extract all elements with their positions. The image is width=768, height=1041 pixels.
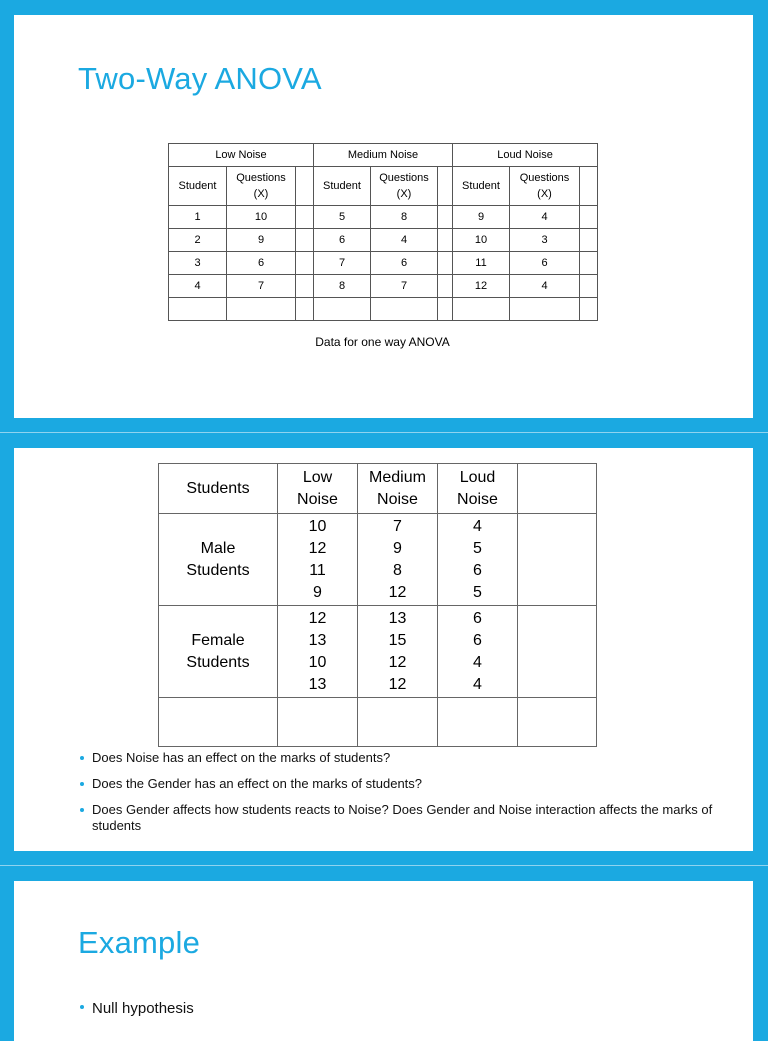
value: 6 (473, 561, 482, 579)
questions-header-line: (X) (537, 188, 552, 200)
example-bullets (78, 999, 728, 1019)
questions-header-line: Questions (519, 172, 570, 184)
empty-cell (169, 298, 227, 321)
bullet-item: Does Gender affects how students reacts to Noise? Does Gender and Noise interaction affects the marks of students (78, 802, 728, 834)
spacer-cell (580, 229, 598, 252)
student-cell: 6 (314, 229, 371, 252)
value: 12 (308, 609, 327, 627)
questions-cell: 6 (510, 252, 580, 275)
student-header: Student (169, 167, 227, 206)
value: 13 (308, 675, 327, 693)
loud-noise-values (438, 514, 518, 606)
value: 9 (313, 583, 322, 601)
questions-cell: 3 (510, 229, 580, 252)
student-cell: 5 (314, 206, 371, 229)
research-questions-list (78, 750, 728, 844)
empty-cell (314, 298, 371, 321)
empty-cell (438, 298, 453, 321)
group-label-line: Female (191, 631, 245, 649)
questions-cell: 7 (227, 275, 296, 298)
spacer-cell (580, 252, 598, 275)
low-noise-values (278, 514, 358, 606)
table-row (169, 206, 598, 229)
table-row (169, 252, 598, 275)
questions-cell: 6 (227, 252, 296, 275)
medium-noise-values (358, 606, 438, 698)
group-label-line: Male (200, 539, 236, 557)
spacer-cell (296, 206, 314, 229)
column-header-line: Noise (377, 490, 418, 508)
questions-header-line: (X) (253, 188, 269, 200)
student-cell: 10 (453, 229, 510, 252)
empty-cell (510, 298, 580, 321)
two-way-anova-table (158, 463, 597, 747)
questions-header-line: Questions (379, 172, 429, 184)
low-noise-values (278, 606, 358, 698)
empty-cell (518, 606, 597, 698)
questions-header-line: Questions (236, 172, 286, 184)
column-header (159, 464, 278, 514)
bullet-item: Does the Gender has an effect on the marks of students? (78, 776, 728, 792)
empty-cell (518, 514, 597, 606)
student-cell: 1 (169, 206, 227, 229)
group-label (159, 606, 278, 698)
medium-noise-values (358, 514, 438, 606)
column-header-line: Low (302, 468, 333, 486)
questions-cell: 8 (371, 206, 438, 229)
empty-cell (159, 698, 278, 747)
group-header: Loud Noise (453, 144, 598, 167)
slide-title: Example (78, 925, 201, 960)
one-way-anova-table (168, 143, 598, 321)
empty-cell (227, 298, 296, 321)
group-label-line: Students (186, 653, 250, 671)
spacer-cell (296, 229, 314, 252)
slide-example (14, 881, 753, 1041)
column-header-line: Medium (369, 468, 426, 486)
empty-cell (518, 698, 597, 747)
value: 12 (388, 675, 407, 693)
empty-cell (296, 298, 314, 321)
column-header-line: Noise (297, 490, 338, 508)
group-label-line: Students (186, 561, 250, 579)
value: 8 (393, 561, 402, 579)
slide-two-way-anova (14, 15, 753, 418)
table-row-empty (169, 298, 598, 321)
column-header (438, 464, 518, 514)
table-row-empty (159, 698, 597, 747)
student-cell: 3 (169, 252, 227, 275)
student-cell: 11 (453, 252, 510, 275)
value: 6 (473, 631, 482, 649)
value: 12 (388, 583, 407, 601)
header-row (159, 464, 597, 514)
value: 7 (393, 517, 402, 535)
value: 13 (308, 631, 327, 649)
value: 5 (473, 583, 482, 601)
value: 13 (388, 609, 407, 627)
questions-header (510, 167, 580, 206)
column-header-line: Students (186, 479, 250, 497)
student-cell: 4 (169, 275, 227, 298)
student-cell: 12 (453, 275, 510, 298)
spacer-cell (296, 275, 314, 298)
value: 12 (388, 653, 407, 671)
student-cell: 2 (169, 229, 227, 252)
slide-two-way-data (14, 448, 753, 851)
value: 10 (308, 517, 327, 535)
empty-cell (580, 298, 598, 321)
value: 6 (473, 609, 482, 627)
empty-cell (358, 698, 438, 747)
spacer-cell (438, 229, 453, 252)
questions-cell: 4 (510, 275, 580, 298)
questions-cell: 9 (227, 229, 296, 252)
table-row (169, 229, 598, 252)
spacer-cell (296, 252, 314, 275)
column-header (518, 464, 597, 514)
questions-cell: 6 (371, 252, 438, 275)
empty-cell (278, 698, 358, 747)
questions-cell: 4 (371, 229, 438, 252)
column-header-line: Loud (459, 468, 496, 486)
spacer-cell (580, 206, 598, 229)
student-header: Student (314, 167, 371, 206)
group-header-row (169, 144, 598, 167)
spacer-cell (296, 167, 314, 206)
student-cell: 8 (314, 275, 371, 298)
value: 15 (388, 631, 407, 649)
value: 4 (473, 653, 482, 671)
group-header: Medium Noise (314, 144, 453, 167)
column-header (278, 464, 358, 514)
group-row (159, 514, 597, 606)
spacer-cell (438, 167, 453, 206)
questions-header-line: (X) (396, 188, 412, 200)
student-header: Student (453, 167, 510, 206)
spacer-cell (580, 167, 598, 206)
sub-header-row (169, 167, 598, 206)
empty-cell (438, 698, 518, 747)
questions-header (371, 167, 438, 206)
bullet-item: Null hypothesis (78, 999, 728, 1019)
bullet-item: Does Noise has an effect on the marks of students? (78, 750, 728, 766)
value: 5 (473, 539, 482, 557)
value: 4 (473, 517, 482, 535)
empty-cell (453, 298, 510, 321)
column-header-line: Noise (457, 490, 498, 508)
empty-cell (371, 298, 438, 321)
group-label (159, 514, 278, 606)
table-row (169, 275, 598, 298)
loud-noise-values (438, 606, 518, 698)
questions-cell: 4 (510, 206, 580, 229)
value: 4 (473, 675, 482, 693)
value: 11 (309, 561, 326, 579)
column-header (358, 464, 438, 514)
value: 10 (308, 653, 327, 671)
group-header: Low Noise (169, 144, 314, 167)
student-cell: 9 (453, 206, 510, 229)
questions-header (227, 167, 296, 206)
student-cell: 7 (314, 252, 371, 275)
slide-title: Two-Way ANOVA (78, 61, 322, 96)
spacer-cell (580, 275, 598, 298)
value: 9 (393, 539, 402, 557)
questions-cell: 10 (227, 206, 296, 229)
spacer-cell (438, 275, 453, 298)
group-row (159, 606, 597, 698)
value: 12 (308, 539, 327, 557)
spacer-cell (438, 252, 453, 275)
questions-cell: 7 (371, 275, 438, 298)
spacer-cell (438, 206, 453, 229)
table-caption: Data for one way ANOVA (315, 335, 450, 349)
